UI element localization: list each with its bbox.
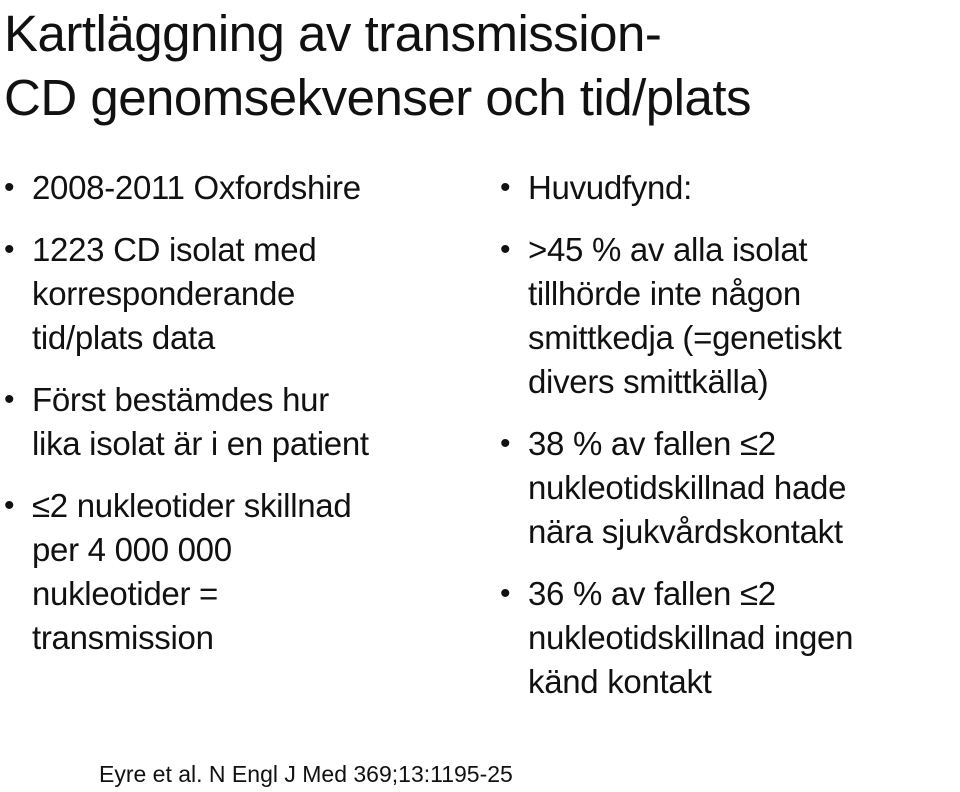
list-item-line: per 4 000 000 [32, 531, 232, 568]
list-item-line: 36 % av fallen ≤2 [528, 575, 776, 612]
list-item-line: >45 % av alla isolat [528, 231, 808, 268]
list-item [500, 422, 958, 554]
list-item-line: smittkedja (=genetiskt [528, 319, 842, 356]
list-item-line: lika isolat är i en patient [32, 425, 369, 462]
list-item-line: nukleotidskillnad hade [528, 469, 847, 506]
title-line-1: Kartläggning av transmission- [4, 5, 662, 62]
list-item-line: Först bestämdes hur [32, 381, 329, 418]
list-item [4, 228, 474, 360]
list-item-line: nukleotider = [32, 575, 218, 612]
bullet-icon: • [4, 489, 15, 522]
list-item-line: tid/plats data [32, 319, 215, 356]
list-item [4, 166, 474, 210]
bullet-icon: • [4, 383, 15, 416]
list-item-line: nukleotidskillnad ingen [528, 619, 854, 656]
list-item-line: transmission [32, 619, 214, 656]
right-bullet-list [500, 166, 958, 704]
list-item-line: divers smittkälla) [528, 363, 769, 400]
list-item [500, 228, 958, 404]
list-item-line: nära sjukvårdskontakt [528, 513, 843, 550]
bullet-icon: • [500, 233, 511, 266]
list-item-line: Huvudfynd: [528, 169, 692, 206]
title-line-2: CD genomsekvenser och tid/plats [4, 69, 752, 126]
list-item-line: känd kontakt [528, 663, 712, 700]
bullet-icon: • [500, 427, 511, 460]
list-item-line: 2008-2011 Oxfordshire [32, 169, 361, 206]
list-item [4, 378, 474, 466]
citation-footnote: Eyre et al. N Engl J Med 369;13:1195-25 [99, 761, 513, 787]
slide-title [4, 2, 956, 130]
list-item-line: tillhörde inte någon [528, 275, 801, 312]
bullet-icon: • [500, 577, 511, 610]
bullet-icon: • [4, 171, 15, 204]
list-item-line: 1223 CD isolat med [32, 231, 317, 268]
bullet-icon: • [500, 171, 511, 204]
list-item [500, 166, 958, 210]
list-item-line: korresponderande [32, 275, 296, 312]
list-item [500, 572, 958, 704]
left-bullet-list [4, 166, 474, 660]
list-item [4, 484, 474, 660]
list-item-line: 38 % av fallen ≤2 [528, 425, 776, 462]
bullet-icon: • [4, 233, 15, 266]
list-item-line: ≤2 nukleotider skillnad [32, 487, 352, 524]
